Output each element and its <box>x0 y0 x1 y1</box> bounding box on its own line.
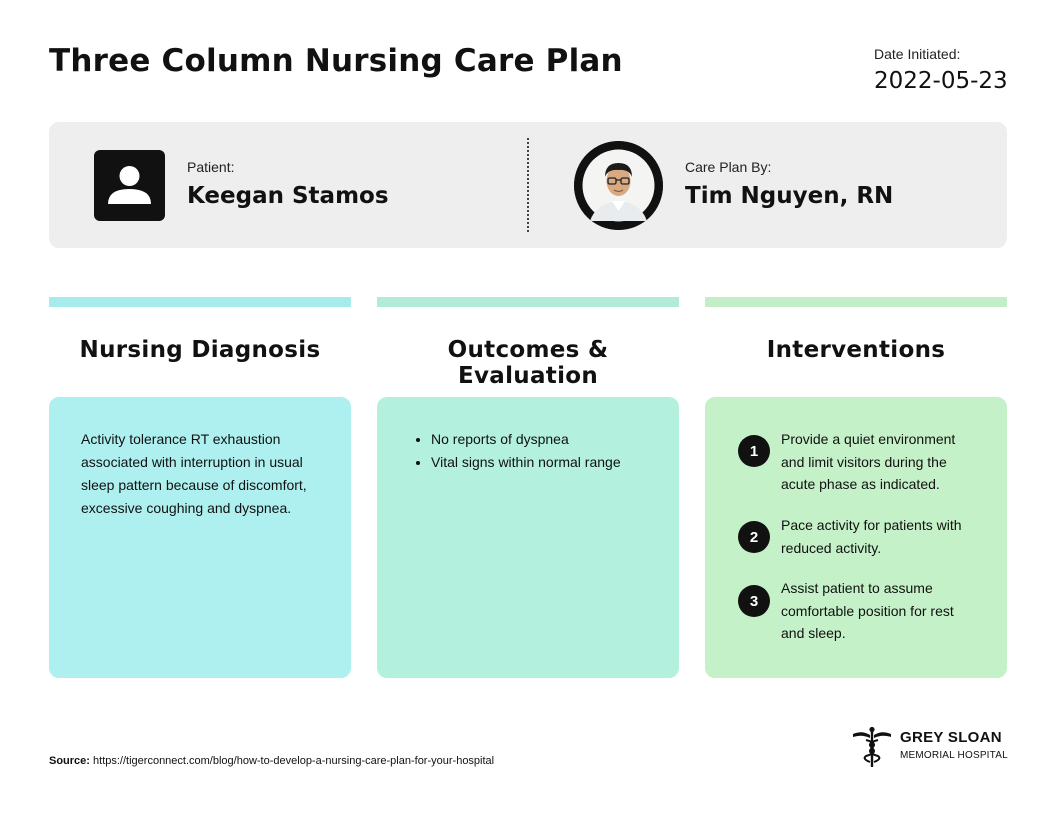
page-title: Three Column Nursing Care Plan <box>49 43 623 79</box>
hospital-subtitle: MEMORIAL HOSPITAL <box>900 750 1008 761</box>
outcomes-accent-bar <box>377 297 679 307</box>
source-citation <box>49 755 494 767</box>
date-block <box>874 46 1008 94</box>
intervention-text: Provide a quiet environment and limit visitors during the acute phase as indicated. <box>781 431 956 492</box>
user-silhouette-icon <box>94 150 165 221</box>
source-label: Source: <box>49 755 90 767</box>
interventions-heading: Interventions <box>766 337 946 363</box>
dotted-divider <box>527 138 529 232</box>
diagnosis-text: Activity tolerance RT exhaustion associated with interruption in usual sleep pattern because of discomfort, excessive coughing and dyspnea. <box>81 431 307 516</box>
outcomes-heading: Outcomes & Evaluation <box>447 337 609 389</box>
interventions-accent-bar <box>705 297 1007 307</box>
caduceus-icon <box>852 726 892 768</box>
diagnosis-heading: Nursing Diagnosis <box>79 337 321 363</box>
patient-name: Keegan Stamos <box>187 183 389 209</box>
intervention-number-badge: 3 <box>738 585 770 617</box>
nurse-name: Tim Nguyen, RN <box>685 183 894 209</box>
intervention-text: Pace activity for patients with reduced activity. <box>781 517 962 556</box>
outcomes-box <box>377 397 679 678</box>
outcomes-list <box>431 428 621 474</box>
care-plan-by-label: Care Plan By: <box>685 159 772 175</box>
outcome-item: • Vital signs within normal range <box>431 451 621 474</box>
date-initiated-value: 2022-05-23 <box>874 68 1008 94</box>
intervention-number-badge: 2 <box>738 521 770 553</box>
diagnosis-box <box>49 397 351 678</box>
interventions-box <box>705 397 1007 678</box>
patient-label: Patient: <box>187 159 235 175</box>
nurse-avatar <box>574 141 663 230</box>
source-url: https://tigerconnect.com/blog/how-to-develop-a-nursing-care-plan-for-your-hospital <box>93 755 495 767</box>
date-initiated-label: Date Initiated: <box>874 46 961 62</box>
intervention-number-badge: 1 <box>738 435 770 467</box>
intervention-text: Assist patient to assume comfortable position for rest and sleep. <box>781 580 954 641</box>
hospital-name: GREY SLOAN <box>900 729 1002 746</box>
diagnosis-accent-bar <box>49 297 351 307</box>
outcome-item: • No reports of dyspnea <box>431 428 621 451</box>
people-card <box>49 122 1007 248</box>
